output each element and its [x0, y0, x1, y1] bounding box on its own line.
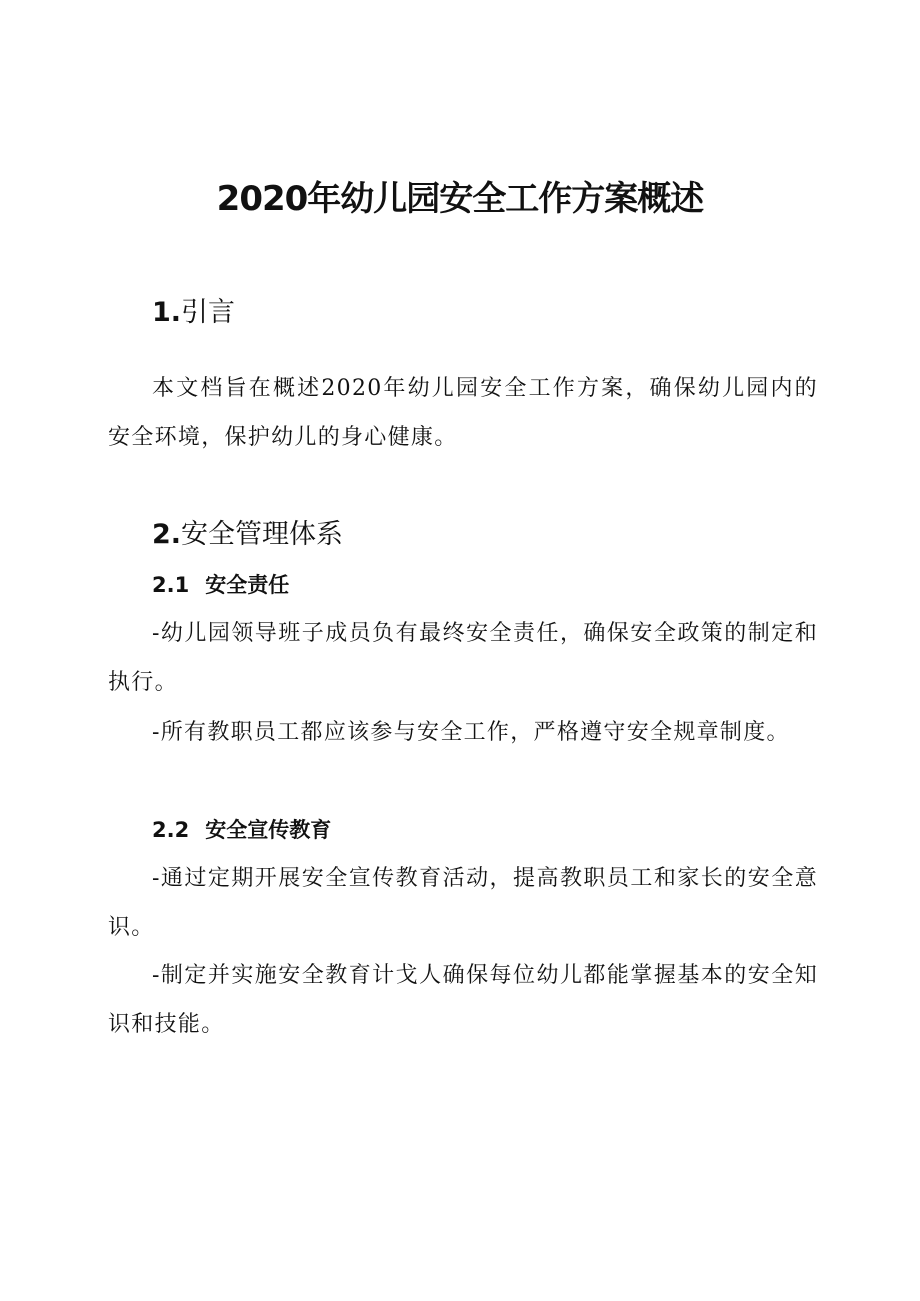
subsection-2-2-paragraph-2: -制定并实施安全教育计戈人确保每位幼儿都能掌握基本的安全知识和技能。	[108, 963, 818, 1037]
section-1-heading	[152, 295, 235, 331]
subsection-2-1-paragraph-1: -幼儿园领导班子成员负有最终安全责任，确保安全政策的制定和执行。	[108, 621, 818, 695]
section-1-paragraph-1: 本文档旨在概述2020年幼儿园安全工作方案，确保幼儿园内的安全环境，保护幼儿的身心健康。	[108, 376, 818, 450]
subsection-2-2-paragraph-1: -通过定期开展安全宣传教育活动，提高教职员工和家长的安全意识。	[108, 866, 818, 940]
subsection-title: 安全责任	[205, 573, 290, 597]
subsection-number: 2.2	[152, 818, 190, 842]
section-title: 引言	[181, 297, 236, 328]
section-2-heading	[152, 517, 343, 553]
subsection-number: 2.1	[152, 573, 190, 597]
document-title: 2020年幼儿园安全工作方案概述	[216, 179, 704, 219]
subsection-2-1-heading	[152, 570, 289, 600]
subsection-2-2-heading	[152, 815, 331, 845]
section-title: 安全管理体系	[181, 519, 344, 550]
subsection-title: 安全宣传教育	[205, 818, 332, 842]
section-number: 1.	[152, 297, 182, 328]
subsection-2-1-paragraph-2: -所有教职员工都应该参与安全工作，严格遵守安全规章制度。	[152, 720, 790, 745]
section-number: 2.	[152, 519, 182, 550]
